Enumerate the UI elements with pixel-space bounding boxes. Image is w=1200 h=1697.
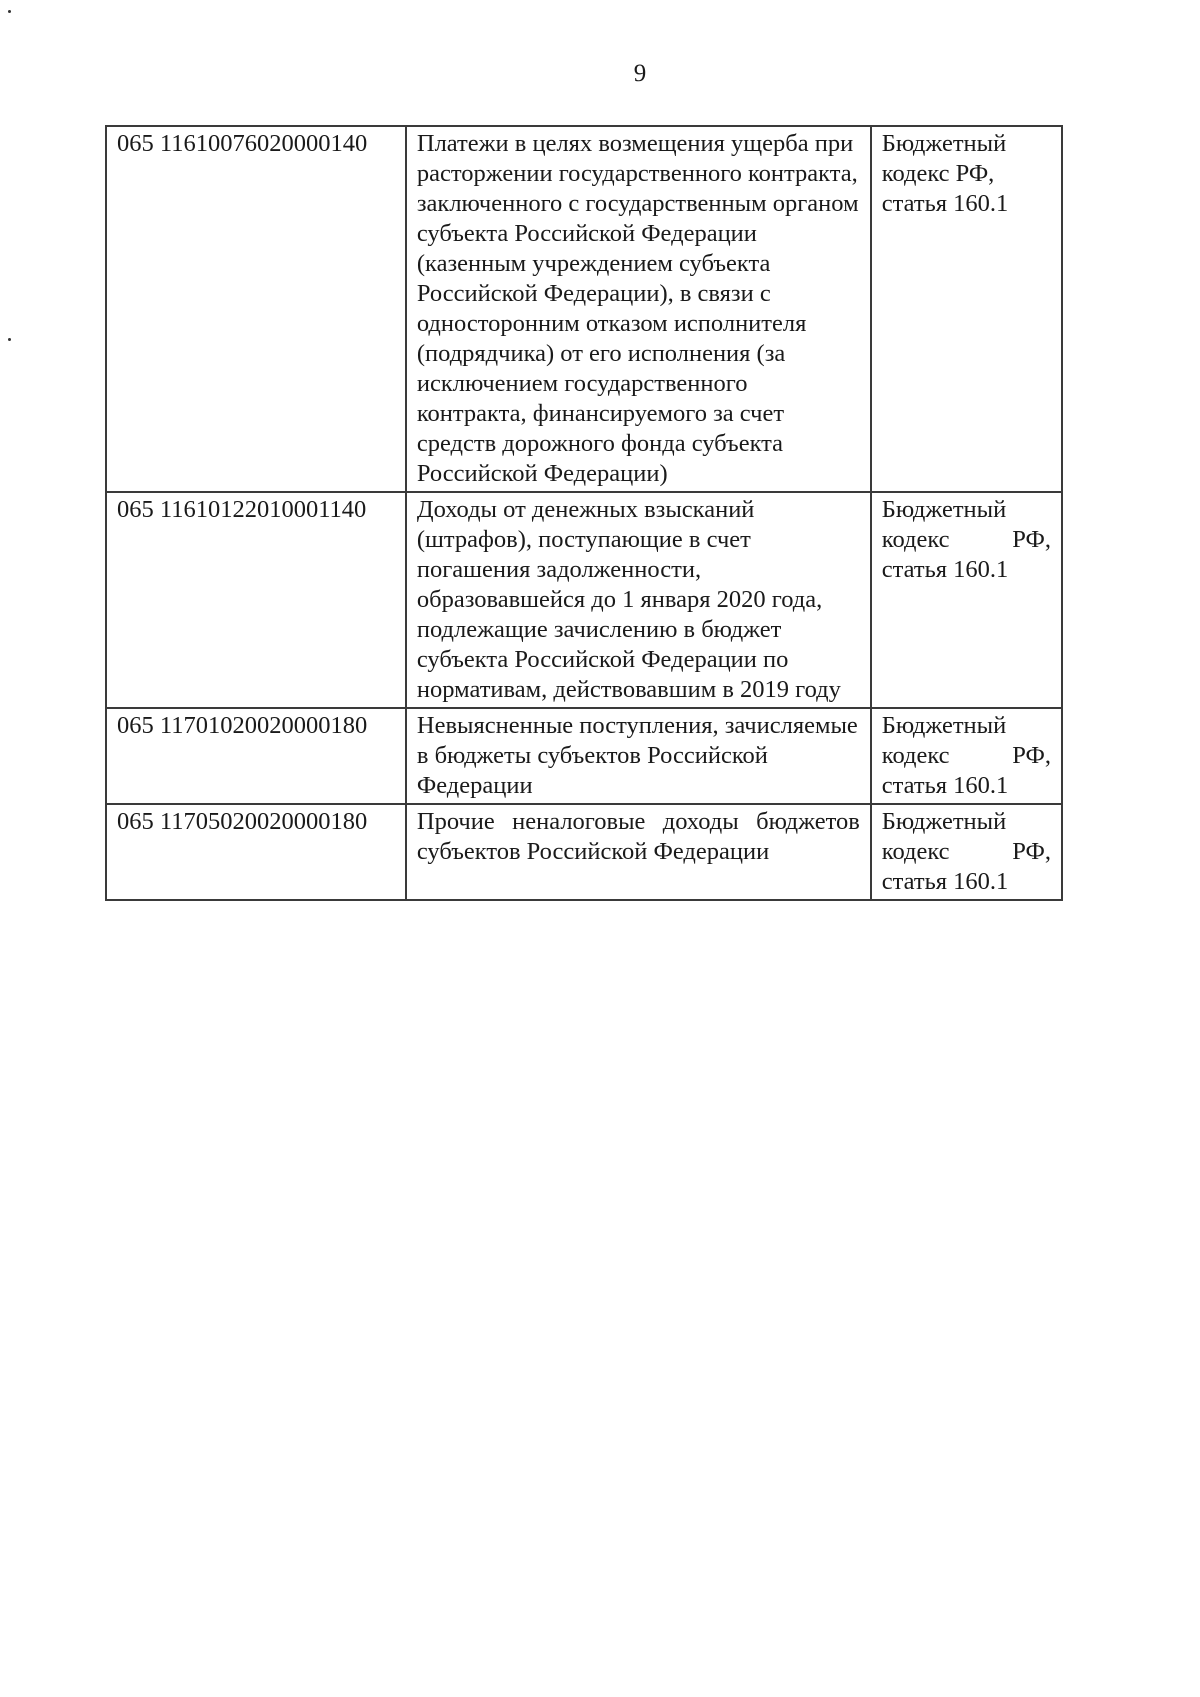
legal-basis-line: кодекс РФ, — [881, 160, 995, 187]
page-number: 9 — [633, 60, 647, 87]
legal-basis — [871, 708, 1062, 804]
legal-basis-line: кодекс РФ, — [881, 742, 1051, 769]
table-row — [106, 804, 1062, 900]
legal-basis-line: Бюджетный — [881, 496, 1007, 523]
scan-speck-top — [8, 10, 11, 13]
income-code: 065 11705020020000180 — [106, 804, 406, 900]
legal-basis-line: кодекс РФ, — [881, 526, 1051, 553]
legal-basis — [871, 492, 1062, 708]
legal-basis — [871, 804, 1062, 900]
table-row — [106, 126, 1062, 492]
legal-basis-line: статья 160.1 — [881, 190, 1009, 217]
income-description: Невыясненные поступления, зачисляемые в бюджеты субъектов Российской Федерации — [406, 708, 871, 804]
income-code: 065 11610076020000140 — [106, 126, 406, 492]
legal-basis-line: кодекс РФ, — [881, 838, 1051, 865]
legal-basis — [871, 126, 1062, 492]
legal-basis-line: статья 160.1 — [881, 868, 1009, 895]
income-description: Доходы от денежных взысканий (штрафов), поступающие в счет погашения задолженности, образовавшейся до 1 января 2020 года, подлежащие зачислению в бюджет субъекта Российской Федерации по нормативам, действовавшим в 2019 году — [406, 492, 871, 708]
income-codes-table — [105, 125, 1063, 901]
legal-basis-line: Бюджетный — [881, 130, 1007, 157]
scan-speck-left — [8, 338, 11, 341]
income-code: 065 11701020020000180 — [106, 708, 406, 804]
legal-basis-line: статья 160.1 — [881, 772, 1009, 799]
table-row — [106, 492, 1062, 708]
income-description: Платежи в целях возмещения ущерба при расторжении государственного контракта, заключенного с государственным органом субъекта Российской Федерации (казенным учреждением субъекта Российской Федерации), в связи с односторонним отказом исполнителя (подрядчика) от его исполнения (за исключением государственного контракта, финансируемого за счет средств дорожного фонда субъекта Российской Федерации) — [406, 126, 871, 492]
income-code: 065 11610122010001140 — [106, 492, 406, 708]
legal-basis-line: Бюджетный — [881, 712, 1007, 739]
income-description: Прочие неналоговые доходы бюджетов субъектов Российской Федерации — [406, 804, 871, 900]
table-row — [106, 708, 1062, 804]
legal-basis-line: статья 160.1 — [881, 556, 1009, 583]
legal-basis-line: Бюджетный — [881, 808, 1007, 835]
